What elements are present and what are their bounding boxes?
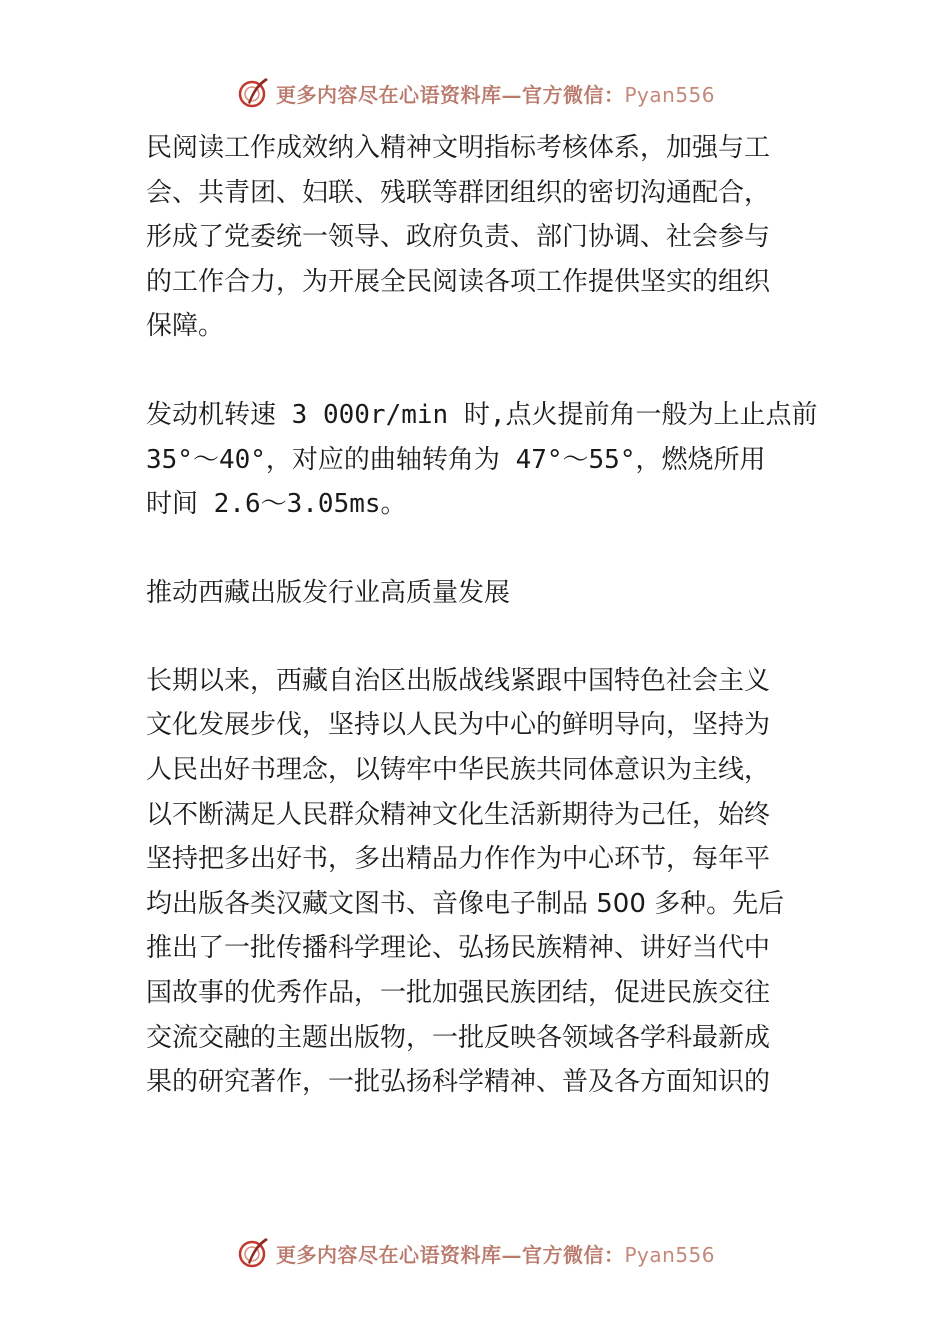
text-line: 时间 2.6～3.05ms。 — [146, 489, 407, 520]
section-heading: 推动西藏出版发行业高质量发展 — [146, 577, 511, 608]
text-line: 人民出好书理念，以铸牢中华民族共同体意识为主线， — [146, 754, 771, 785]
paragraph-engine — [146, 393, 816, 527]
text-line: 国故事的优秀作品，一批加强民族团结，促进民族交往 — [146, 977, 771, 1008]
text-line: 发动机转速 3 000r/min 时,点火提前角一般为上止点前 — [146, 399, 818, 430]
text-line: 形成了党委统一领导、政府负责、部门协调、社会参与 — [146, 222, 771, 253]
text-line: 长期以来，西藏自治区出版战线紧跟中国特色社会主义 — [146, 665, 771, 696]
quill-logo-icon — [236, 1235, 272, 1271]
footer-banner — [236, 1233, 756, 1273]
quill-logo-icon — [236, 75, 272, 111]
wechat-id: Pyan556 — [624, 82, 716, 107]
paragraph-reading-work — [146, 126, 816, 349]
wechat-id: Pyan556 — [624, 1242, 716, 1267]
text-line: 坚持把多出好书，多出精品力作作为中心环节，每年平 — [146, 844, 771, 875]
text-line: 35°～40°，对应的曲轴转角为 47°～55°，燃烧所用 — [146, 444, 766, 475]
text-line: 文化发展步伐，坚持以人民为中心的鲜明导向，坚持为 — [146, 710, 771, 741]
text-line: 以不断满足人民群众精神文化生活新期待为己任，始终 — [146, 799, 771, 830]
text-line: 民阅读工作成效纳入精神文明指标考核体系，加强与工 — [146, 133, 771, 163]
document-body — [146, 126, 816, 1105]
text-line: 会、共青团、妇联、残联等群团组织的密切沟通配合， — [146, 177, 771, 208]
text-line: 保障。 — [146, 311, 225, 342]
banner-text: 更多内容尽在心语资料库—官方微信：Pyan556 — [276, 1242, 716, 1267]
header-banner — [236, 73, 756, 113]
text-line: 均出版各类汉藏文图书、音像电子制品 500 多种。先后 — [146, 888, 785, 919]
paragraph-tibet-publishing — [146, 659, 816, 1105]
text-line: 推出了一批传播科学理论、弘扬民族精神、讲好当代中 — [146, 933, 771, 964]
text-line: 果的研究著作，一批弘扬科学精神、普及各方面知识的 — [146, 1067, 771, 1098]
text-line: 交流交融的主题出版物，一批反映各领域各学科最新成 — [146, 1022, 771, 1053]
banner-text: 更多内容尽在心语资料库—官方微信：Pyan556 — [276, 82, 716, 107]
text-line: 的工作合力，为开展全民阅读各项工作提供坚实的组织 — [146, 266, 771, 297]
